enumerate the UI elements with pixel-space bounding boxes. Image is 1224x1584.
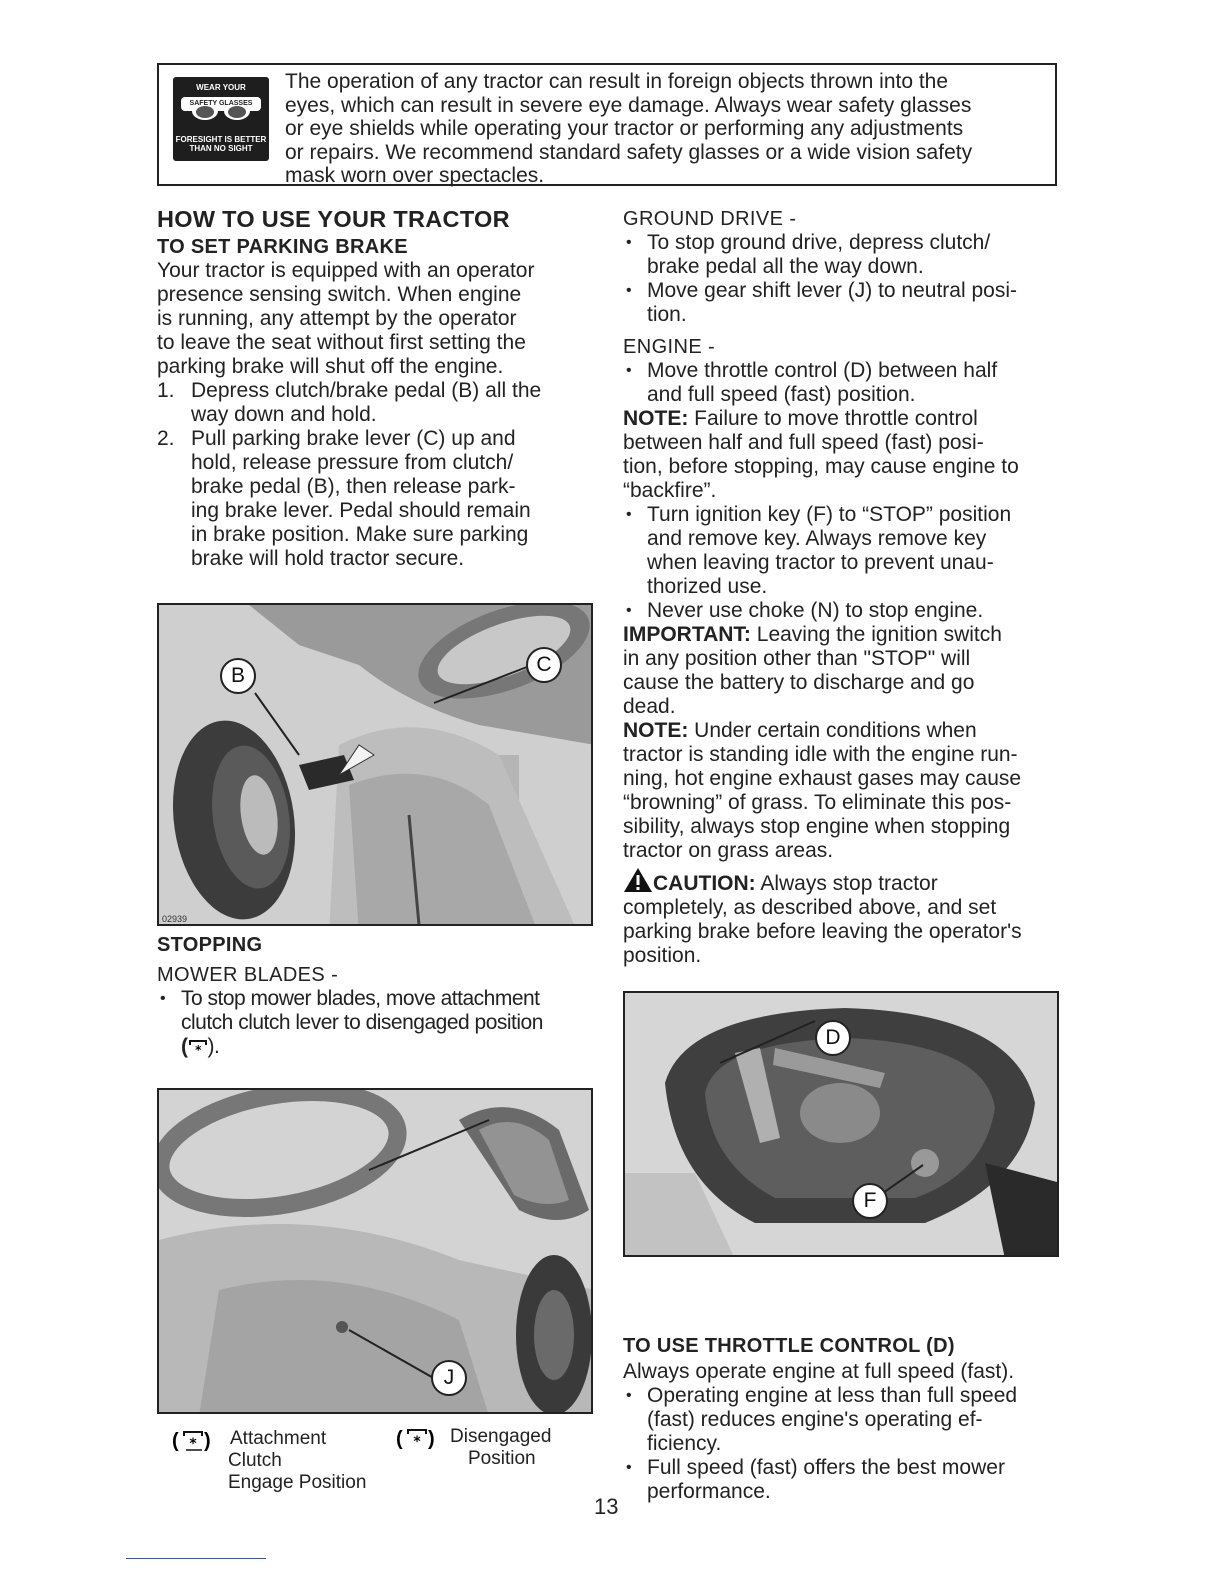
right-column — [623, 207, 1068, 968]
svg-text:): ) — [204, 1430, 211, 1452]
engine-label: ENGINE - — [623, 336, 716, 358]
text-line: cause the battery to discharge and go — [623, 671, 975, 694]
stopping-section — [157, 933, 597, 1059]
text-line: tractor is standing idle with the engine run- — [623, 743, 1018, 766]
svg-text:*: * — [194, 1043, 201, 1056]
step-number: 1. — [157, 379, 175, 402]
text-line: parking brake will shut off the engine. — [157, 355, 504, 378]
text-line: and remove key. Always remove key — [647, 527, 987, 550]
warning-line: eyes, which can result in severe eye damage. Always wear safety glasses — [285, 93, 972, 117]
text-tail: ). — [207, 1035, 220, 1058]
text-line: tion, before stopping, may cause engine to — [623, 455, 1019, 478]
disengaged-clutch-icon — [396, 1426, 452, 1452]
svg-text:(: ( — [396, 1428, 403, 1450]
svg-text:*: * — [189, 1436, 197, 1452]
throttle-heading: TO USE THROTTLE CONTROL (D) — [623, 1335, 955, 1357]
text-line: dead. — [623, 695, 676, 718]
text-line: • Move gear shift lever (J) to neutral posi- — [647, 279, 1017, 302]
parking-brake-figure — [157, 603, 593, 926]
caution-triangle-icon — [623, 867, 653, 893]
throttle-intro: Always operate engine at full speed (fast). — [623, 1360, 1015, 1383]
text-line: clutch clutch lever to disengaged position — [181, 1011, 543, 1034]
caption-line: Attachment — [230, 1428, 327, 1449]
warning-line: or eye shields while operating your tractor or performing any adjustments — [285, 117, 964, 140]
caution-label: CAUTION: — [653, 872, 756, 895]
note-label: NOTE: — [623, 407, 689, 430]
page-number: 13 — [594, 1494, 619, 1519]
throttle-ignition-figure — [623, 991, 1059, 1257]
step-number: 2. — [157, 427, 175, 450]
text-line: parking brake before leaving the operator's — [623, 920, 1022, 943]
svg-text:(: ( — [172, 1430, 179, 1452]
warning-line: The operation of any tractor can result in foreign objects thrown into the — [285, 70, 949, 93]
text-line: presence sensing switch. When engine — [157, 283, 522, 306]
warning-line: or repairs. We recommend standard safety glasses or a wide vision safety — [285, 140, 973, 164]
text-line: position. — [623, 944, 702, 967]
text-line: • To stop ground drive, depress clutch/ — [647, 231, 991, 254]
engine-bullet — [623, 359, 1068, 407]
text-line: ing brake lever. Pedal should remain — [191, 499, 531, 522]
disengaged-caption — [396, 1426, 552, 1469]
engaged-clutch-icon — [172, 1428, 228, 1454]
caution-note — [623, 867, 1068, 968]
note-browning — [623, 719, 1068, 863]
text-line: Under certain conditions when — [688, 719, 977, 742]
eye-safety-warning-box — [157, 63, 1057, 186]
note-label: NOTE: — [623, 719, 689, 742]
text-line: in any position other than "STOP" will — [623, 647, 971, 670]
ground-bullet — [623, 231, 1068, 279]
text-line: tractor on grass areas. — [623, 839, 834, 862]
text-line: and full speed (fast) position. — [647, 383, 916, 406]
text-line: brake pedal all the way down. — [647, 255, 924, 278]
text-line: Failure to move throttle control — [688, 407, 978, 430]
figure-number: 02939 — [162, 914, 188, 924]
text-line: “browning” of grass. To eliminate this pos- — [623, 791, 1012, 814]
section-heading: HOW TO USE YOUR TRACTOR — [157, 206, 510, 232]
throttle-section — [623, 1334, 1068, 1504]
text-line: Your tractor is equipped with an operator — [157, 259, 535, 282]
text-line: Pull parking brake lever (C) up and — [191, 427, 516, 450]
svg-text:*: * — [413, 1434, 421, 1450]
text-line: Leaving the ignition switch — [750, 623, 1002, 646]
safety-glasses-logo — [173, 77, 269, 161]
text-line: Always stop tractor — [755, 872, 938, 895]
left-column — [157, 207, 597, 571]
text-line: thorized use. — [647, 575, 768, 598]
attachment-clutch-illustration — [159, 1090, 593, 1414]
text-line: • Move throttle control (D) between half — [647, 359, 998, 382]
important-label: IMPORTANT: — [623, 623, 751, 646]
text-line: • Never use choke (N) to stop engine. — [647, 599, 984, 622]
note-throttle — [623, 407, 1068, 503]
step-2 — [157, 427, 597, 571]
callout-j: J — [431, 1360, 467, 1396]
text-line: • Full speed (fast) offers the best mower — [647, 1456, 1005, 1479]
text-line: Depress clutch/brake pedal (B) all the — [191, 379, 542, 402]
callout-c: C — [526, 647, 562, 683]
caption-line: Engage Position — [228, 1472, 367, 1493]
text-line: sibility, always stop engine when stopping — [623, 815, 1011, 838]
logo-mid-text: SAFETY GLASSES — [189, 100, 253, 107]
warning-text — [285, 70, 1055, 188]
mower-blades-label: MOWER BLADES - — [157, 964, 339, 986]
text-line: between half and full speed (fast) posi- — [623, 431, 984, 454]
ground-bullet — [623, 279, 1068, 327]
text-line: completely, as described above, and set — [623, 896, 997, 919]
important-note — [623, 623, 1068, 719]
text-line: to leave the seat without first setting the — [157, 331, 526, 354]
attachment-clutch-figure — [157, 1088, 593, 1414]
text-line: in brake position. Make sure parking — [191, 523, 529, 546]
callout-d: D — [815, 1020, 851, 1056]
warning-line: mask worn over spectacles. — [285, 164, 545, 187]
ground-drive-label: GROUND DRIVE - — [623, 208, 797, 230]
engine-bullet — [623, 599, 1068, 623]
text-line: • Operating engine at less than full speed — [647, 1384, 1018, 1407]
disengaged-clutch-icon — [188, 1039, 208, 1055]
footer-rule — [126, 1558, 266, 1559]
caption-line: Disengaged — [450, 1426, 552, 1447]
text-line: (fast) reduces engine's operating ef- — [647, 1408, 983, 1431]
parking-brake-heading: TO SET PARKING BRAKE — [157, 236, 408, 258]
step-1 — [157, 379, 597, 427]
text-line: performance. — [647, 1480, 771, 1503]
text-line: • Turn ignition key (F) to “STOP” position — [647, 503, 1012, 526]
text-line: ning, hot engine exhaust gases may cause — [623, 767, 1022, 790]
parking-intro — [157, 259, 597, 379]
throttle-bullet — [623, 1384, 1068, 1456]
engine-bullet — [623, 503, 1068, 599]
text-line: brake pedal (B), then release park- — [191, 475, 516, 498]
text-line: when leaving tractor to prevent unau- — [647, 551, 994, 574]
text-line: brake will hold tractor secure. — [191, 547, 465, 570]
logo-top-text: WEAR YOUR — [196, 83, 246, 92]
caption-line: Position — [468, 1448, 536, 1469]
mower-blades-bullet — [157, 987, 597, 1059]
callout-f: F — [852, 1183, 888, 1219]
text-line: • To stop mower blades, move attachment — [181, 987, 540, 1010]
text-line: ( * ). — [181, 1035, 220, 1058]
text-line: ficiency. — [647, 1432, 722, 1455]
engage-caption — [172, 1428, 367, 1493]
logo-bottom-text: FORESIGHT IS BETTER THAN NO SIGHT — [175, 135, 267, 153]
throttle-bullet — [623, 1456, 1068, 1504]
caption-line: Clutch — [228, 1450, 282, 1471]
text-line: tion. — [647, 303, 687, 326]
text-line: way down and hold. — [191, 403, 377, 426]
text-line: “backfire”. — [623, 479, 717, 502]
stopping-heading: STOPPING — [157, 934, 263, 956]
svg-text:): ) — [428, 1428, 435, 1450]
callout-b: B — [220, 658, 256, 694]
parking-brake-illustration — [159, 605, 593, 926]
text-line: hold, release pressure from clutch/ — [191, 451, 514, 474]
text-line: is running, any attempt by the operator — [157, 307, 517, 330]
